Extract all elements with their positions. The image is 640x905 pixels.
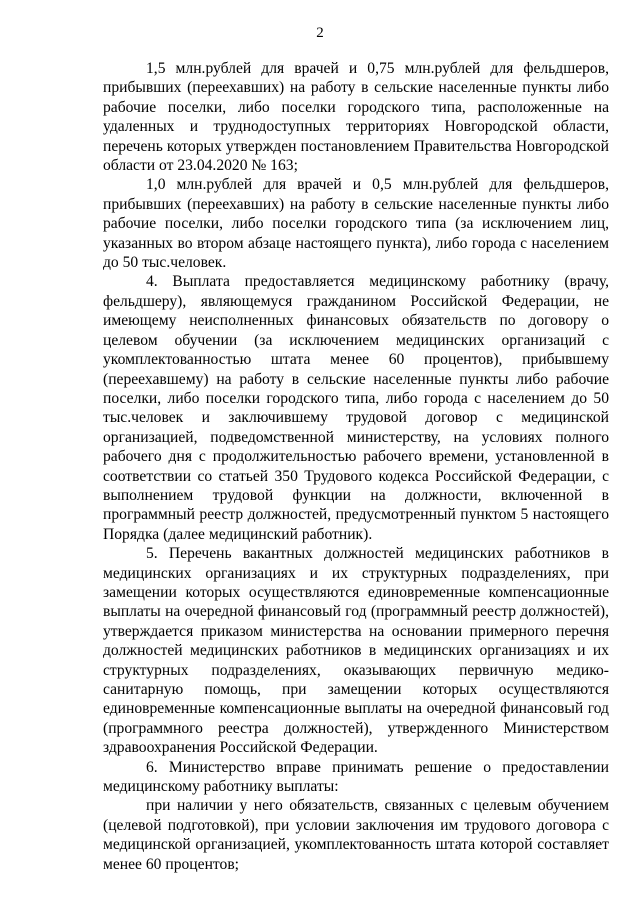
paragraph-6-subitem-1: при наличии у него обязательств, связанных с целевым обучением (целевой подготовкой), при условии заключения им трудового договора с медицинской организацией, укомплектованность штата которой составляет менее 60 процентов; — [103, 797, 609, 873]
document-body — [103, 59, 609, 874]
paragraph-subitem-1: 1,5 млн.рублей для врачей и 0,75 млн.рублей для фельдшеров, прибывших (переехавших) на работу в сельские населенные пункты либо рабочие поселки, либо поселки городского типа, расположенные на удаленных и труднодоступных территориях Новгородской области, перечень которых утвержден постановлением Правительства Новгородской области от 23.04.2020 № 163; — [103, 60, 609, 175]
page-number: 2 — [316, 25, 324, 41]
paragraph-subitem-2: 1,0 млн.рублей для врачей и 0,5 млн.рублей для фельдшеров, прибывших (переехавших) на работу в сельские населенные пункты либо рабочие поселки, либо поселки городского типа (за исключением лиц, указанных во втором абзаце настоящего пункта), либо города с населением до 50 тыс.человек. — [103, 176, 609, 272]
paragraph-4: 4. Выплата предоставляется медицинскому работнику (врачу, фельдшеру), являющемуся гражданином Российской Федерации, не имеющему неисполненных финансовых обязательств по договору о целевом обучении (за исключением медицинских организаций с укомплектованностью штата менее 60 процентов), прибывшему (переехавшему) на работу в сельские населенные пункты либо рабочие поселки, либо поселки городского типа, либо города с населением до 50 тыс.человек и заключившему трудовой договор с медицинской организацией, подведомственной министерству, на условиях полного рабочего дня с продолжительностью рабочего времени, установленной в соответствии со статьей 350 Трудового кодекса Российской Федерации, с выполнением трудовой функции на должности, включенной в программный реестр должностей, предусмотренный пунктом 5 настоящего Порядка (далее медицинский работник). — [103, 273, 609, 543]
paragraph-6: 6. Министерство вправе принимать решение о предоставлении медицинскому работнику выплаты: — [103, 758, 609, 796]
paragraph-5: 5. Перечень вакантных должностей медицинских работников в медицинских организациях и их структурных подразделениях, при замещении которых осуществляются единовременные компенсационные выплаты на очередной финансовый год (программный реестр должностей), утверждается приказом министерства на основании примерного перечня должностей медицинских работников в медицинских организациях и их структурных подразделениях, оказывающих первичную медико-санитарную помощь, при замещении которых осуществляются единовременные компенсационные выплаты на очередной финансовый год (программного реестра должностей), утвержденного Министерством здравоохранения Российской Федерации. — [103, 545, 609, 757]
